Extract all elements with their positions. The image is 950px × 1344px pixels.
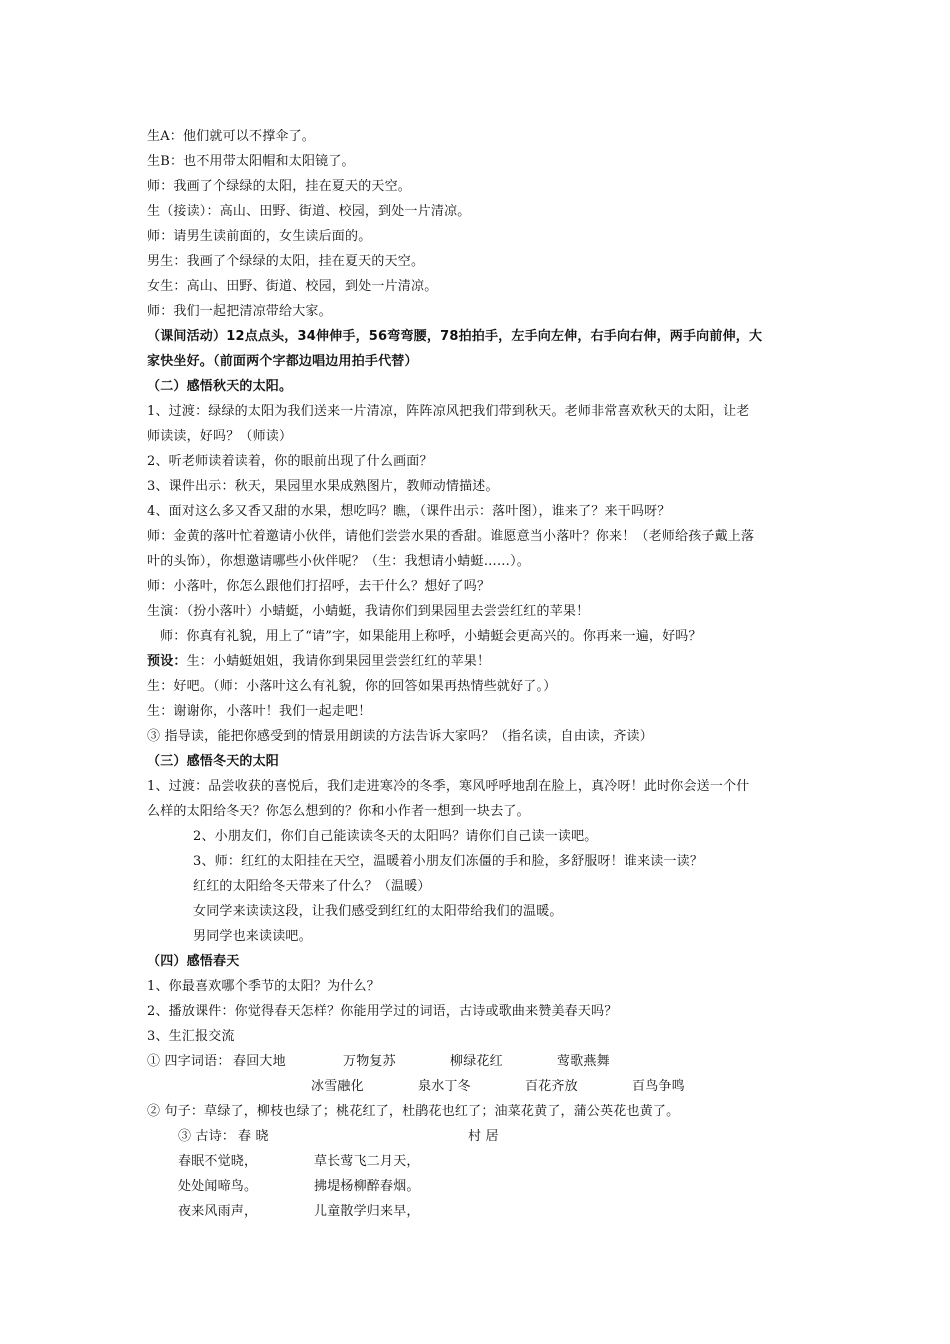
- body-line: 么样的太阳给冬天？你怎么想到的？你和小作者一想到一块去了。: [147, 804, 530, 819]
- word-item: 泉水丁冬: [418, 1079, 471, 1094]
- dialogue-line: 师：请男生读前面的，女生读后面的。: [147, 229, 372, 244]
- activity-line: （课间活动）12点点头，34伸伸手，56弯弯腰，78拍拍手，左手向左伸，右手向右伸，两手向前伸，大: [147, 329, 763, 344]
- body-line: 红红的太阳给冬天带来了什么？（温暖）: [193, 879, 431, 894]
- body-line: 2、小朋友们，你们自己能读读冬天的太阳吗？请你们自己读一读吧。: [193, 829, 598, 844]
- word-item: 百鸟争鸣: [632, 1079, 685, 1094]
- activity-line: 家快坐好。（前面两个字都边唱边用拍手代替）: [147, 354, 418, 369]
- poem-line: 草长莺飞二月天，: [314, 1154, 420, 1169]
- poem-line: 儿童散学归来早，: [314, 1204, 420, 1219]
- body-line: 1、过渡：绿绿的太阳为我们送来一片清凉，阵阵凉风把我们带到秋天。老师非常喜欢秋天的太阳，让老: [147, 404, 750, 419]
- body-line: 1、你最喜欢哪个季节的太阳？为什么？: [147, 979, 380, 994]
- body-line: 2、听老师读着读着，你的眼前出现了什么画面？: [147, 454, 433, 469]
- poem-line: 夜来风雨声，: [178, 1204, 258, 1219]
- sentence-line: ② 句子：草绿了，柳枝也绿了；桃花红了，杜鹃花也红了；油菜花黄了，蒲公英花也黄了。: [147, 1104, 680, 1119]
- body-line: 女同学来读读这段，让我们感受到红红的太阳带给我们的温暖。: [193, 904, 563, 919]
- body-line: 师：你真有礼貌，用上了“请”字，如果能用上称呼，小蜻蜓会更高兴的。你再来一遍，好吗？: [160, 629, 702, 644]
- section-heading-spring: （四）感悟春天: [147, 954, 240, 969]
- word-item: 冰雪融化: [311, 1079, 364, 1094]
- body-line: 男同学也来读读吧。: [193, 929, 312, 944]
- word-item: 春回大地: [233, 1054, 286, 1069]
- poem-line: 拂堤杨柳醉春烟。: [314, 1179, 420, 1194]
- dialogue-line: 生（接读）：高山、田野、街道、校园，到处一片清凉。: [147, 204, 471, 219]
- dialogue-line: 女生：高山、田野、街道、校园，到处一片清凉。: [147, 279, 438, 294]
- word-item: 莺歌燕舞: [557, 1054, 610, 1069]
- body-line: 4、面对这么多又香又甜的水果，想吃吗？瞧，（课件出示：落叶图），谁来了？来干吗呀？: [147, 504, 671, 519]
- body-line: 3、师：红红的太阳挂在天空，温暖着小朋友们冻僵的手和脸，多舒服呀！谁来读一读？: [193, 854, 704, 869]
- poems-label: ③ 古诗：: [178, 1129, 236, 1144]
- word-item: 万物复苏: [343, 1054, 396, 1069]
- dialogue-line: 师：我们一起把清凉带给大家。: [147, 304, 332, 319]
- section-heading-winter: （三）感悟冬天的太阳: [147, 754, 280, 769]
- section-heading-autumn: （二）感悟秋天的太阳。: [147, 379, 293, 394]
- poem-title: 春 晓: [238, 1129, 269, 1144]
- words-label: ① 四字词语：: [147, 1054, 231, 1069]
- body-line: 生：谢谢你，小落叶！我们一起走吧！: [147, 704, 372, 719]
- dialogue-line: 师：我画了个绿绿的太阳，挂在夏天的天空。: [147, 179, 412, 194]
- body-line: 师：金黄的落叶忙着邀请小伙伴，请他们尝尝水果的香甜。谁愿意当小落叶？你来！（老师给孩子戴上落: [147, 529, 755, 544]
- dialogue-line: 男生：我画了个绿绿的太阳，挂在夏天的天空。: [147, 254, 425, 269]
- poem-line: 处处闻啼鸟。: [178, 1179, 258, 1194]
- word-item: 百花齐放: [525, 1079, 578, 1094]
- body-line: 生：好吧。（师：小落叶这么有礼貌，你的回答如果再热情些就好了。）: [147, 679, 557, 694]
- body-line: 1、过渡：品尝收获的喜悦后，我们走进寒冷的冬季，寒风呼呼地刮在脸上，真冷呀！此时你会送一个什: [147, 779, 750, 794]
- dialogue-line: 生B：也不用带太阳帽和太阳镜了。: [147, 154, 355, 169]
- dialogue-line: 生A：他们就可以不撑伞了。: [147, 129, 315, 144]
- body-line: 师读读，好吗？（师读）: [147, 429, 293, 444]
- body-line: 师：小落叶，你怎么跟他们打招呼，去干什么？想好了吗？: [147, 579, 491, 594]
- body-line: ③ 指导读，能把你感受到的情景用朗读的方法告诉大家吗？（指名读，自由读，齐读）: [147, 729, 653, 744]
- poem-title: 村 居: [468, 1129, 499, 1144]
- preset-label: 预设：: [147, 654, 187, 669]
- body-line: 叶的头饰），你想邀请哪些小伙伴呢？（生：我想请小蜻蜓……）。: [147, 554, 531, 569]
- body-line: 3、生汇报交流: [147, 1029, 235, 1044]
- word-item: 柳绿花红: [450, 1054, 503, 1069]
- body-line: 生演：（扮小落叶）小蜻蜓，小蜻蜓，我请你们到果园里去尝尝红红的苹果！: [147, 604, 590, 619]
- preset-text: 生：小蜻蜓姐姐，我请你到果园里尝尝红红的苹果！: [186, 654, 491, 669]
- body-line: 3、课件出示：秋天，果园里水果成熟图片，教师动情描述。: [147, 479, 499, 494]
- body-line: 2、播放课件：你觉得春天怎样？你能用学过的词语，古诗或歌曲来赞美春天吗？: [147, 1004, 618, 1019]
- poem-line: 春眠不觉晓，: [178, 1154, 258, 1169]
- preset-line: [147, 653, 490, 671]
